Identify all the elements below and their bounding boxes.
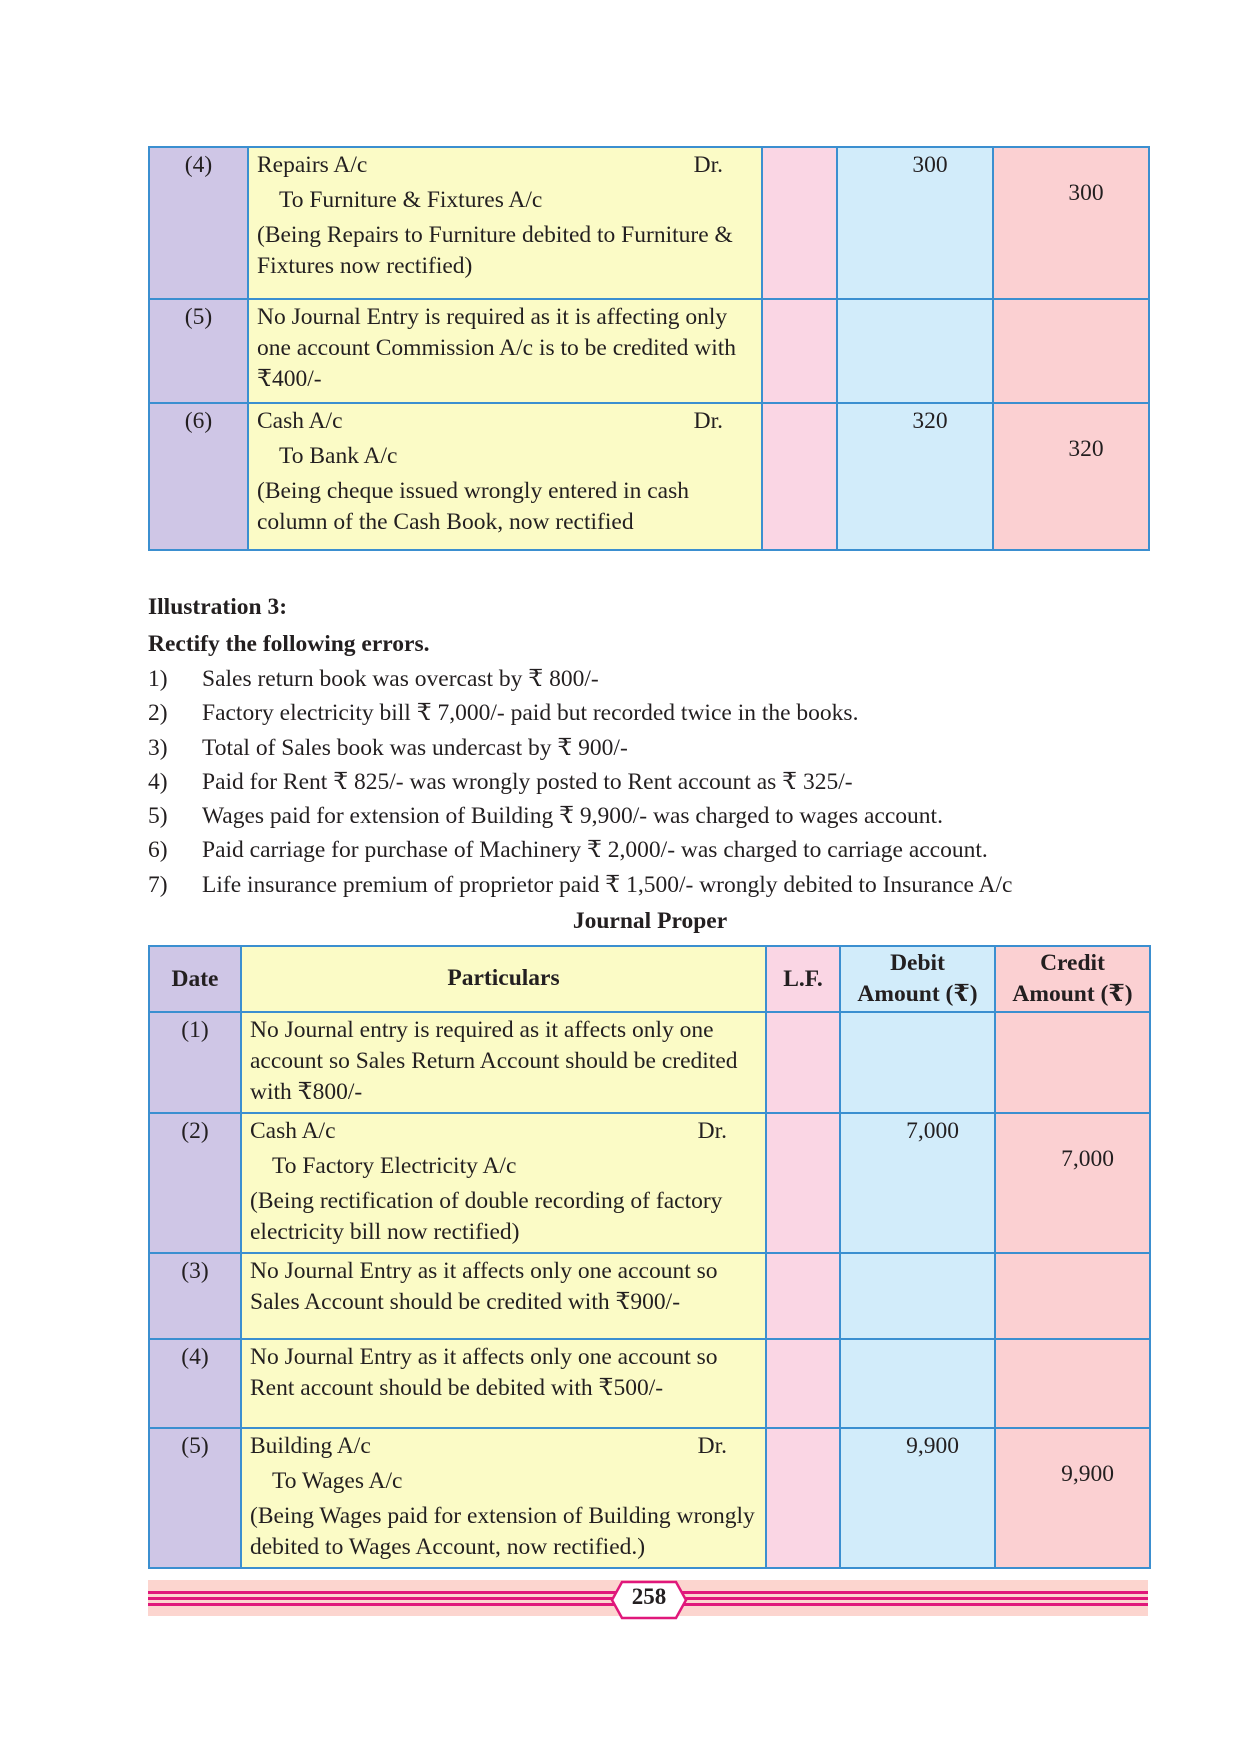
- header-lf: L.F.: [766, 946, 840, 1012]
- no-entry-note: No Journal Entry is required as it is affecting only one account Commission A/c is to be credited with ₹400/-: [257, 304, 737, 392]
- header-credit-line1: Credit: [1040, 950, 1105, 976]
- table-row: [149, 1253, 1150, 1339]
- debit-cell: [840, 1339, 995, 1428]
- entry-number-cell: [149, 147, 248, 299]
- debit-amount: 300: [912, 152, 948, 178]
- dr-label: Dr.: [693, 408, 723, 434]
- credit-cell: [995, 1253, 1150, 1339]
- debit-account: Cash A/c: [257, 408, 343, 434]
- credit-cell: [993, 403, 1149, 550]
- list-item: [148, 696, 1012, 730]
- error-number: 3): [148, 734, 168, 761]
- list-item: [148, 833, 1012, 867]
- dr-label: Dr.: [693, 152, 723, 178]
- debit-line: [250, 1116, 757, 1147]
- debit-amount: 9,900: [906, 1433, 959, 1459]
- journal-proper-table: [148, 945, 1151, 1569]
- error-text: Paid carriage for purchase of Machinery ₹ 2,000/- was charged to carriage account.: [202, 837, 988, 864]
- entry-number-cell: [149, 1428, 241, 1568]
- error-text: Factory electricity bill ₹ 7,000/- paid but recorded twice in the books.: [202, 700, 859, 727]
- particulars-cell: [248, 403, 762, 550]
- narration: (Being Repairs to Furniture debited to Furniture & Fixtures now rectified): [257, 222, 733, 279]
- debit-line: [250, 1431, 757, 1462]
- error-text: Paid for Rent ₹ 825/- was wrongly posted to Rent account as ₹ 325/-: [202, 768, 853, 795]
- debit-amount: 7,000: [906, 1118, 959, 1144]
- debit-account: Cash A/c: [250, 1118, 336, 1144]
- table-row: [149, 403, 1149, 550]
- particulars-cell: [241, 1113, 766, 1253]
- entry-number-cell: [149, 403, 248, 550]
- lf-cell: [766, 1012, 840, 1113]
- entry-number: (4): [181, 1344, 209, 1370]
- particulars-cell: [248, 299, 762, 403]
- credit-account: To Bank A/c: [279, 443, 398, 469]
- error-number: 7): [148, 871, 168, 898]
- header-debit: [840, 946, 995, 1012]
- list-item: [148, 662, 1012, 696]
- credit-cell: [993, 299, 1149, 403]
- header-particulars: Particulars: [241, 946, 766, 1012]
- page-number: 258: [631, 1584, 667, 1609]
- debit-cell: [837, 147, 993, 299]
- list-item: [148, 868, 1012, 902]
- error-number: 6): [148, 837, 168, 864]
- narration: (Being Wages paid for extension of Building wrongly debited to Wages Account, now rectified.): [250, 1503, 755, 1560]
- entry-number-cell: [149, 1113, 241, 1253]
- header-credit: [995, 946, 1150, 1012]
- page-number-badge: [610, 1580, 688, 1620]
- credit-amount: 300: [1068, 180, 1104, 206]
- lf-cell: [766, 1253, 840, 1339]
- error-number: 1): [148, 666, 168, 692]
- entry-number: (4): [184, 152, 213, 178]
- top-journal-table: [148, 146, 1150, 551]
- debit-cell: [840, 1012, 995, 1113]
- header-date: Date: [149, 946, 241, 1012]
- entry-number-cell: [149, 1339, 241, 1428]
- error-list: [148, 662, 1012, 902]
- particulars-cell: [241, 1012, 766, 1113]
- lf-cell: [762, 403, 837, 550]
- entry-number-cell: [149, 1012, 241, 1113]
- error-number: 4): [148, 768, 168, 795]
- debit-line: [257, 406, 753, 437]
- no-entry-note: No Journal Entry as it affects only one account so Rent account should be debited with ₹500/-: [250, 1344, 718, 1401]
- credit-cell: [995, 1012, 1150, 1113]
- entry-number: (5): [181, 1433, 209, 1459]
- lf-cell: [766, 1113, 840, 1253]
- entry-number: (5): [184, 304, 213, 330]
- narration: (Being cheque issued wrongly entered in cash column of the Cash Book, now rectified: [257, 478, 690, 535]
- credit-account: To Factory Electricity A/c: [272, 1153, 517, 1179]
- particulars-cell: [241, 1253, 766, 1339]
- credit-account: To Wages A/c: [272, 1468, 403, 1494]
- credit-cell: [995, 1113, 1150, 1253]
- table-row: [149, 299, 1149, 403]
- table-row: [149, 1012, 1150, 1113]
- entry-number-cell: [149, 299, 248, 403]
- debit-cell: [840, 1253, 995, 1339]
- header-debit-line2: Amount (₹): [857, 981, 978, 1007]
- debit-cell: [840, 1113, 995, 1253]
- debit-amount: 320: [912, 408, 948, 434]
- particulars-cell: [241, 1428, 766, 1568]
- no-entry-note: No Journal entry is required as it affects only one account so Sales Return Account should be credited with ₹800/-: [250, 1017, 738, 1105]
- error-number: 5): [148, 803, 168, 830]
- dr-label: Dr.: [697, 1433, 727, 1459]
- header-debit-line1: Debit: [890, 950, 945, 976]
- page-footer: [148, 1580, 1148, 1616]
- list-item: [148, 765, 1012, 799]
- error-text: Wages paid for extension of Building ₹ 9,900/- was charged to wages account.: [202, 803, 943, 830]
- header-credit-line2: Amount (₹): [1012, 981, 1133, 1007]
- error-number: 2): [148, 700, 168, 727]
- lf-cell: [762, 147, 837, 299]
- entry-number: (3): [181, 1258, 209, 1284]
- credit-cell: [993, 147, 1149, 299]
- credit-amount: 9,900: [1061, 1461, 1114, 1487]
- debit-cell: [840, 1428, 995, 1568]
- credit-amount: 320: [1068, 436, 1104, 462]
- debit-cell: [837, 299, 993, 403]
- error-text: Life insurance premium of proprietor paid ₹ 1,500/- wrongly debited to Insurance A/c: [202, 871, 1013, 898]
- lf-cell: [766, 1428, 840, 1568]
- error-text: Total of Sales book was undercast by ₹ 900/-: [202, 734, 628, 761]
- list-item: [148, 731, 1012, 765]
- table-header-row: [149, 946, 1150, 1012]
- entry-number-cell: [149, 1253, 241, 1339]
- entry-number: (2): [181, 1118, 209, 1144]
- entry-number: (1): [181, 1017, 209, 1043]
- table-row: [149, 1339, 1150, 1428]
- table-row: [149, 1113, 1150, 1253]
- debit-cell: [837, 403, 993, 550]
- table-row: [149, 147, 1149, 299]
- list-item: [148, 799, 1012, 833]
- debit-account: Repairs A/c: [257, 152, 368, 178]
- particulars-cell: [241, 1339, 766, 1428]
- debit-line: [257, 150, 753, 181]
- dr-label: Dr.: [697, 1118, 727, 1144]
- credit-amount: 7,000: [1061, 1146, 1114, 1172]
- debit-account: Building A/c: [250, 1433, 371, 1459]
- illustration-title: Illustration 3:: [148, 594, 288, 620]
- particulars-cell: [248, 147, 762, 299]
- lf-cell: [766, 1339, 840, 1428]
- no-entry-note: No Journal Entry as it affects only one account so Sales Account should be credited with ₹900/-: [250, 1258, 718, 1315]
- illustration-instruction: Rectify the following errors.: [148, 631, 430, 657]
- table-row: [149, 1428, 1150, 1568]
- credit-cell: [995, 1428, 1150, 1568]
- entry-number: (6): [184, 408, 213, 434]
- error-text: Sales return book was overcast by ₹ 800/-: [202, 666, 599, 692]
- credit-cell: [995, 1339, 1150, 1428]
- journal-title: Journal Proper: [572, 908, 728, 934]
- lf-cell: [762, 299, 837, 403]
- narration: (Being rectification of double recording of factory electricity bill now rectified): [250, 1188, 723, 1245]
- credit-account: To Furniture & Fixtures A/c: [279, 187, 543, 213]
